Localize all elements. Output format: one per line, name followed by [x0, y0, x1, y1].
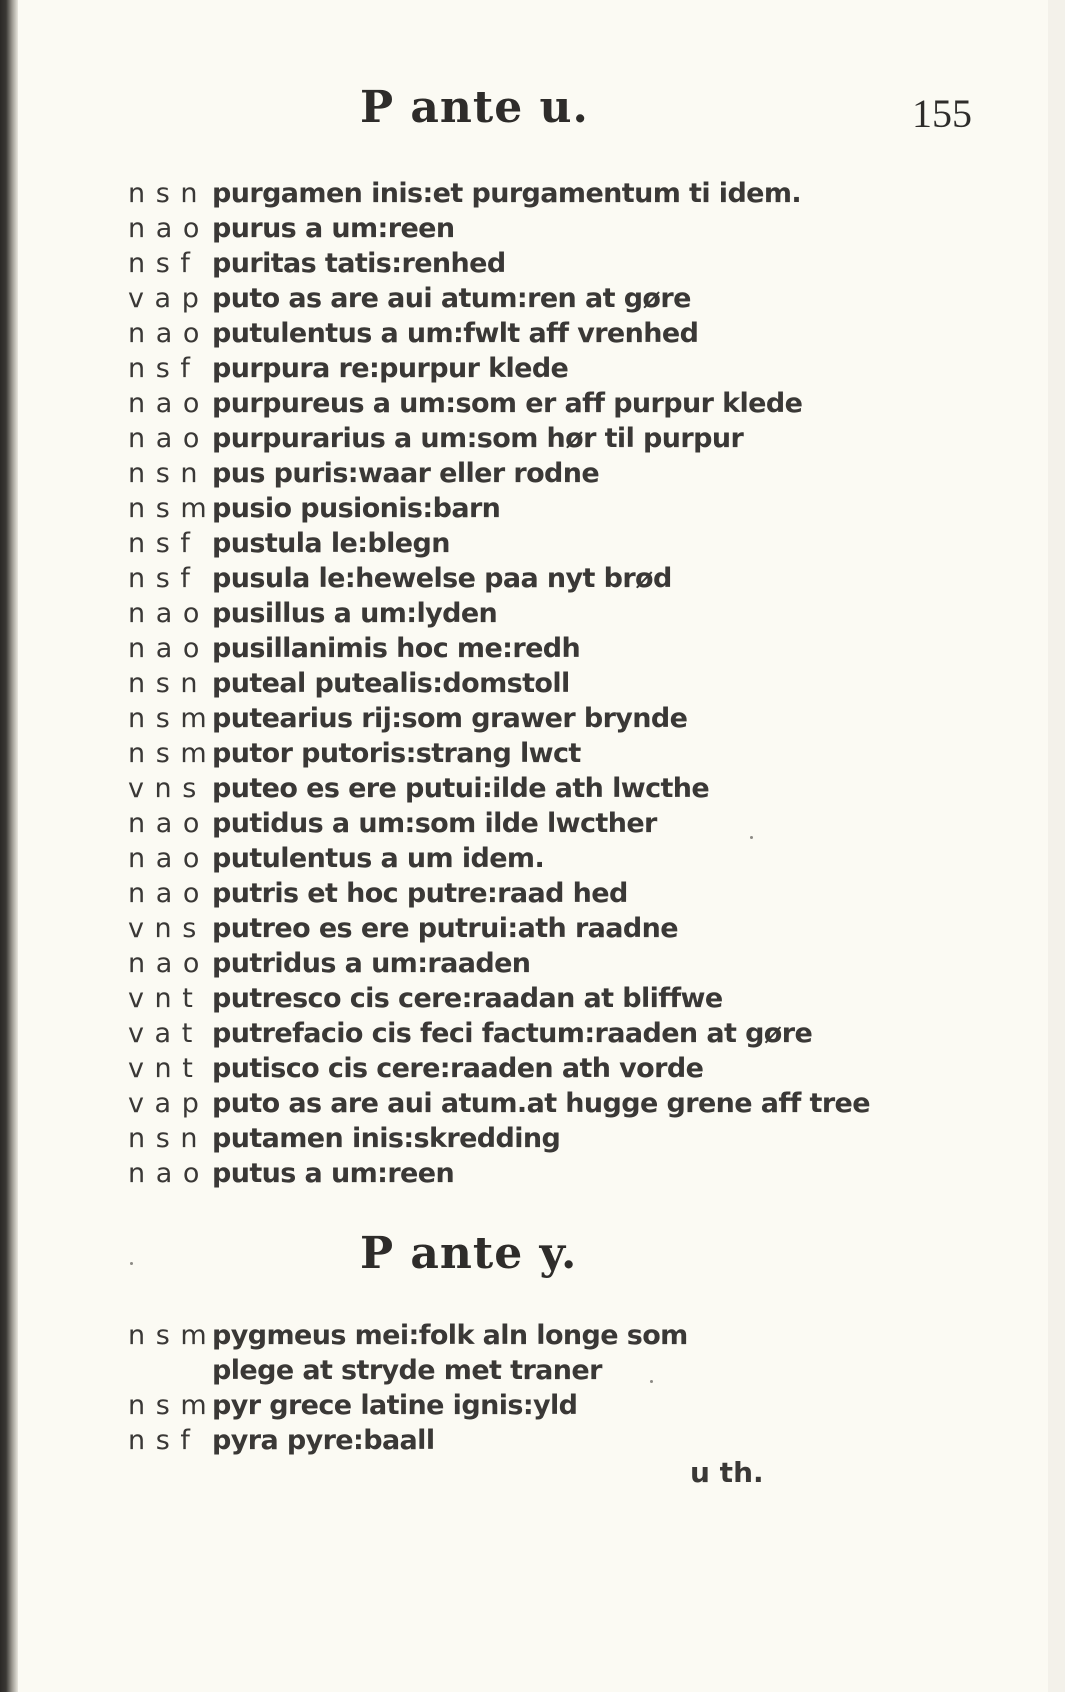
grammar-code: v a p — [128, 1088, 200, 1119]
grammar-code: n a o — [128, 388, 201, 419]
grammar-code: n s n — [128, 458, 199, 489]
entry-text: putearius rij:som grawer brynde — [212, 703, 688, 734]
entry-text: pus puris:waar eller rodne — [212, 458, 600, 489]
entry-text: purpurarius a um:som hør til purpur — [212, 423, 744, 454]
entry-text: puteal putealis:domstoll — [212, 668, 570, 699]
grammar-code: n a o — [128, 808, 201, 839]
dictionary-entry — [128, 771, 888, 806]
entry-text: putamen inis:skredding — [212, 1123, 561, 1154]
dictionary-entry — [128, 526, 888, 561]
grammar-code: n a o — [128, 423, 201, 454]
grammar-code: n a o — [128, 318, 201, 349]
grammar-code: n a o — [128, 948, 201, 979]
dictionary-entry — [128, 561, 888, 596]
entry-text: pyr grece latine ignis:yld — [212, 1390, 578, 1421]
dictionary-entry — [128, 1388, 888, 1423]
grammar-code: n s m — [128, 493, 208, 524]
grammar-code: n a o — [128, 598, 201, 629]
grammar-code: n a o — [128, 878, 201, 909]
dictionary-entry — [128, 981, 888, 1016]
entry-text: pusillanimis hoc me:redh — [212, 633, 581, 664]
dictionary-entry — [128, 281, 888, 316]
entry-text: putrefacio cis feci factum:raaden at gøre — [212, 1018, 813, 1049]
dictionary-entries-p-ante-u — [128, 176, 888, 1191]
catchword: u th. — [690, 1456, 764, 1489]
dictionary-entry — [128, 1353, 888, 1388]
grammar-code: n s f — [128, 248, 191, 279]
grammar-code: n a o — [128, 843, 201, 874]
dictionary-entry — [128, 351, 888, 386]
entry-text: putridus a um:raaden — [212, 948, 531, 979]
entry-text: putreo es ere putrui:ath raadne — [212, 913, 678, 944]
grammar-code: n s f — [128, 563, 191, 594]
dictionary-entry — [128, 701, 888, 736]
dictionary-entry — [128, 456, 888, 491]
grammar-code: v n s — [128, 773, 198, 804]
grammar-code: n a o — [128, 633, 201, 664]
dictionary-entry — [128, 1423, 888, 1458]
dictionary-entry — [128, 386, 888, 421]
entry-text: pustula le:blegn — [212, 528, 450, 559]
dictionary-entry — [128, 421, 888, 456]
grammar-code: v n t — [128, 983, 194, 1014]
entry-text: purpureus a um:som er aff purpur klede — [212, 388, 803, 419]
grammar-code: v n t — [128, 1053, 194, 1084]
grammar-code: n s m — [128, 738, 208, 769]
entry-text: putidus a um:som ilde lwcther — [212, 808, 657, 839]
entry-text: purpura re:purpur klede — [212, 353, 569, 384]
entry-text: pusula le:hewelse paa nyt brød — [212, 563, 672, 594]
dictionary-entry — [128, 631, 888, 666]
entry-text: pyra pyre:baall — [212, 1425, 435, 1456]
entry-text: plege at stryde met traner — [212, 1355, 602, 1386]
entry-text: putulentus a um idem. — [212, 843, 545, 874]
grammar-code: v n s — [128, 913, 198, 944]
running-title: P ante u. — [360, 82, 589, 133]
grammar-code: n s n — [128, 1123, 199, 1154]
grammar-code: n s m — [128, 1390, 208, 1421]
dictionary-entry — [128, 841, 888, 876]
dictionary-entry — [128, 736, 888, 771]
grammar-code: n s n — [128, 178, 199, 209]
entry-text: purus a um:reen — [212, 213, 455, 244]
print-speck — [750, 836, 753, 839]
dictionary-entry — [128, 911, 888, 946]
dictionary-entry — [128, 806, 888, 841]
dictionary-entry — [128, 946, 888, 981]
entry-text: putresco cis cere:raadan at bliffwe — [212, 983, 723, 1014]
grammar-code: v a p — [128, 283, 200, 314]
grammar-code: n s f — [128, 1425, 191, 1456]
dictionary-entry — [128, 876, 888, 911]
dictionary-entry — [128, 211, 888, 246]
dictionary-entry — [128, 1156, 888, 1191]
dictionary-entry — [128, 316, 888, 351]
entry-text: putisco cis cere:raaden ath vorde — [212, 1053, 704, 1084]
dictionary-entry — [128, 596, 888, 631]
dictionary-entry — [128, 246, 888, 281]
grammar-code: v a t — [128, 1018, 194, 1049]
grammar-code: n s f — [128, 353, 191, 384]
grammar-code: n a o — [128, 213, 201, 244]
dictionary-entry — [128, 176, 888, 211]
grammar-code: n s m — [128, 1320, 208, 1351]
entry-text: putris et hoc putre:raad hed — [212, 878, 628, 909]
entry-text: puto as are aui atum:ren at gøre — [212, 283, 691, 314]
grammar-code: n s m — [128, 703, 208, 734]
dictionary-entries-p-ante-y — [128, 1318, 888, 1458]
grammar-code: n a o — [128, 1158, 201, 1189]
grammar-code: n s n — [128, 668, 199, 699]
dictionary-entry — [128, 1086, 888, 1121]
section-heading-p-ante-y: P ante y. — [360, 1228, 578, 1279]
dictionary-entry — [128, 1051, 888, 1086]
dictionary-entry — [128, 666, 888, 701]
page-binding-edge — [0, 0, 18, 1692]
entry-text: pusio pusionis:barn — [212, 493, 501, 524]
entry-text: puto as are aui atum.at hugge grene aff tree — [212, 1088, 870, 1119]
entry-text: puritas tatis:renhed — [212, 248, 506, 279]
dictionary-entry — [128, 491, 888, 526]
entry-text: pygmeus mei:folk aln longe som — [212, 1320, 688, 1351]
dictionary-entry — [128, 1121, 888, 1156]
dictionary-entry — [128, 1318, 888, 1353]
page-number: 155 — [912, 91, 972, 136]
dictionary-entry — [128, 1016, 888, 1051]
entry-text: puteo es ere putui:ilde ath lwcthe — [212, 773, 710, 804]
entry-text: putulentus a um:fwlt aff vrenhed — [212, 318, 699, 349]
entry-text: putus a um:reen — [212, 1158, 455, 1189]
grammar-code: n s f — [128, 528, 191, 559]
print-speck — [650, 1380, 653, 1383]
entry-text: purgamen inis:et purgamentum ti idem. — [212, 178, 802, 209]
entry-text: pusillus a um:lyden — [212, 598, 498, 629]
print-speck — [130, 1262, 133, 1265]
entry-text: putor putoris:strang lwct — [212, 738, 581, 769]
